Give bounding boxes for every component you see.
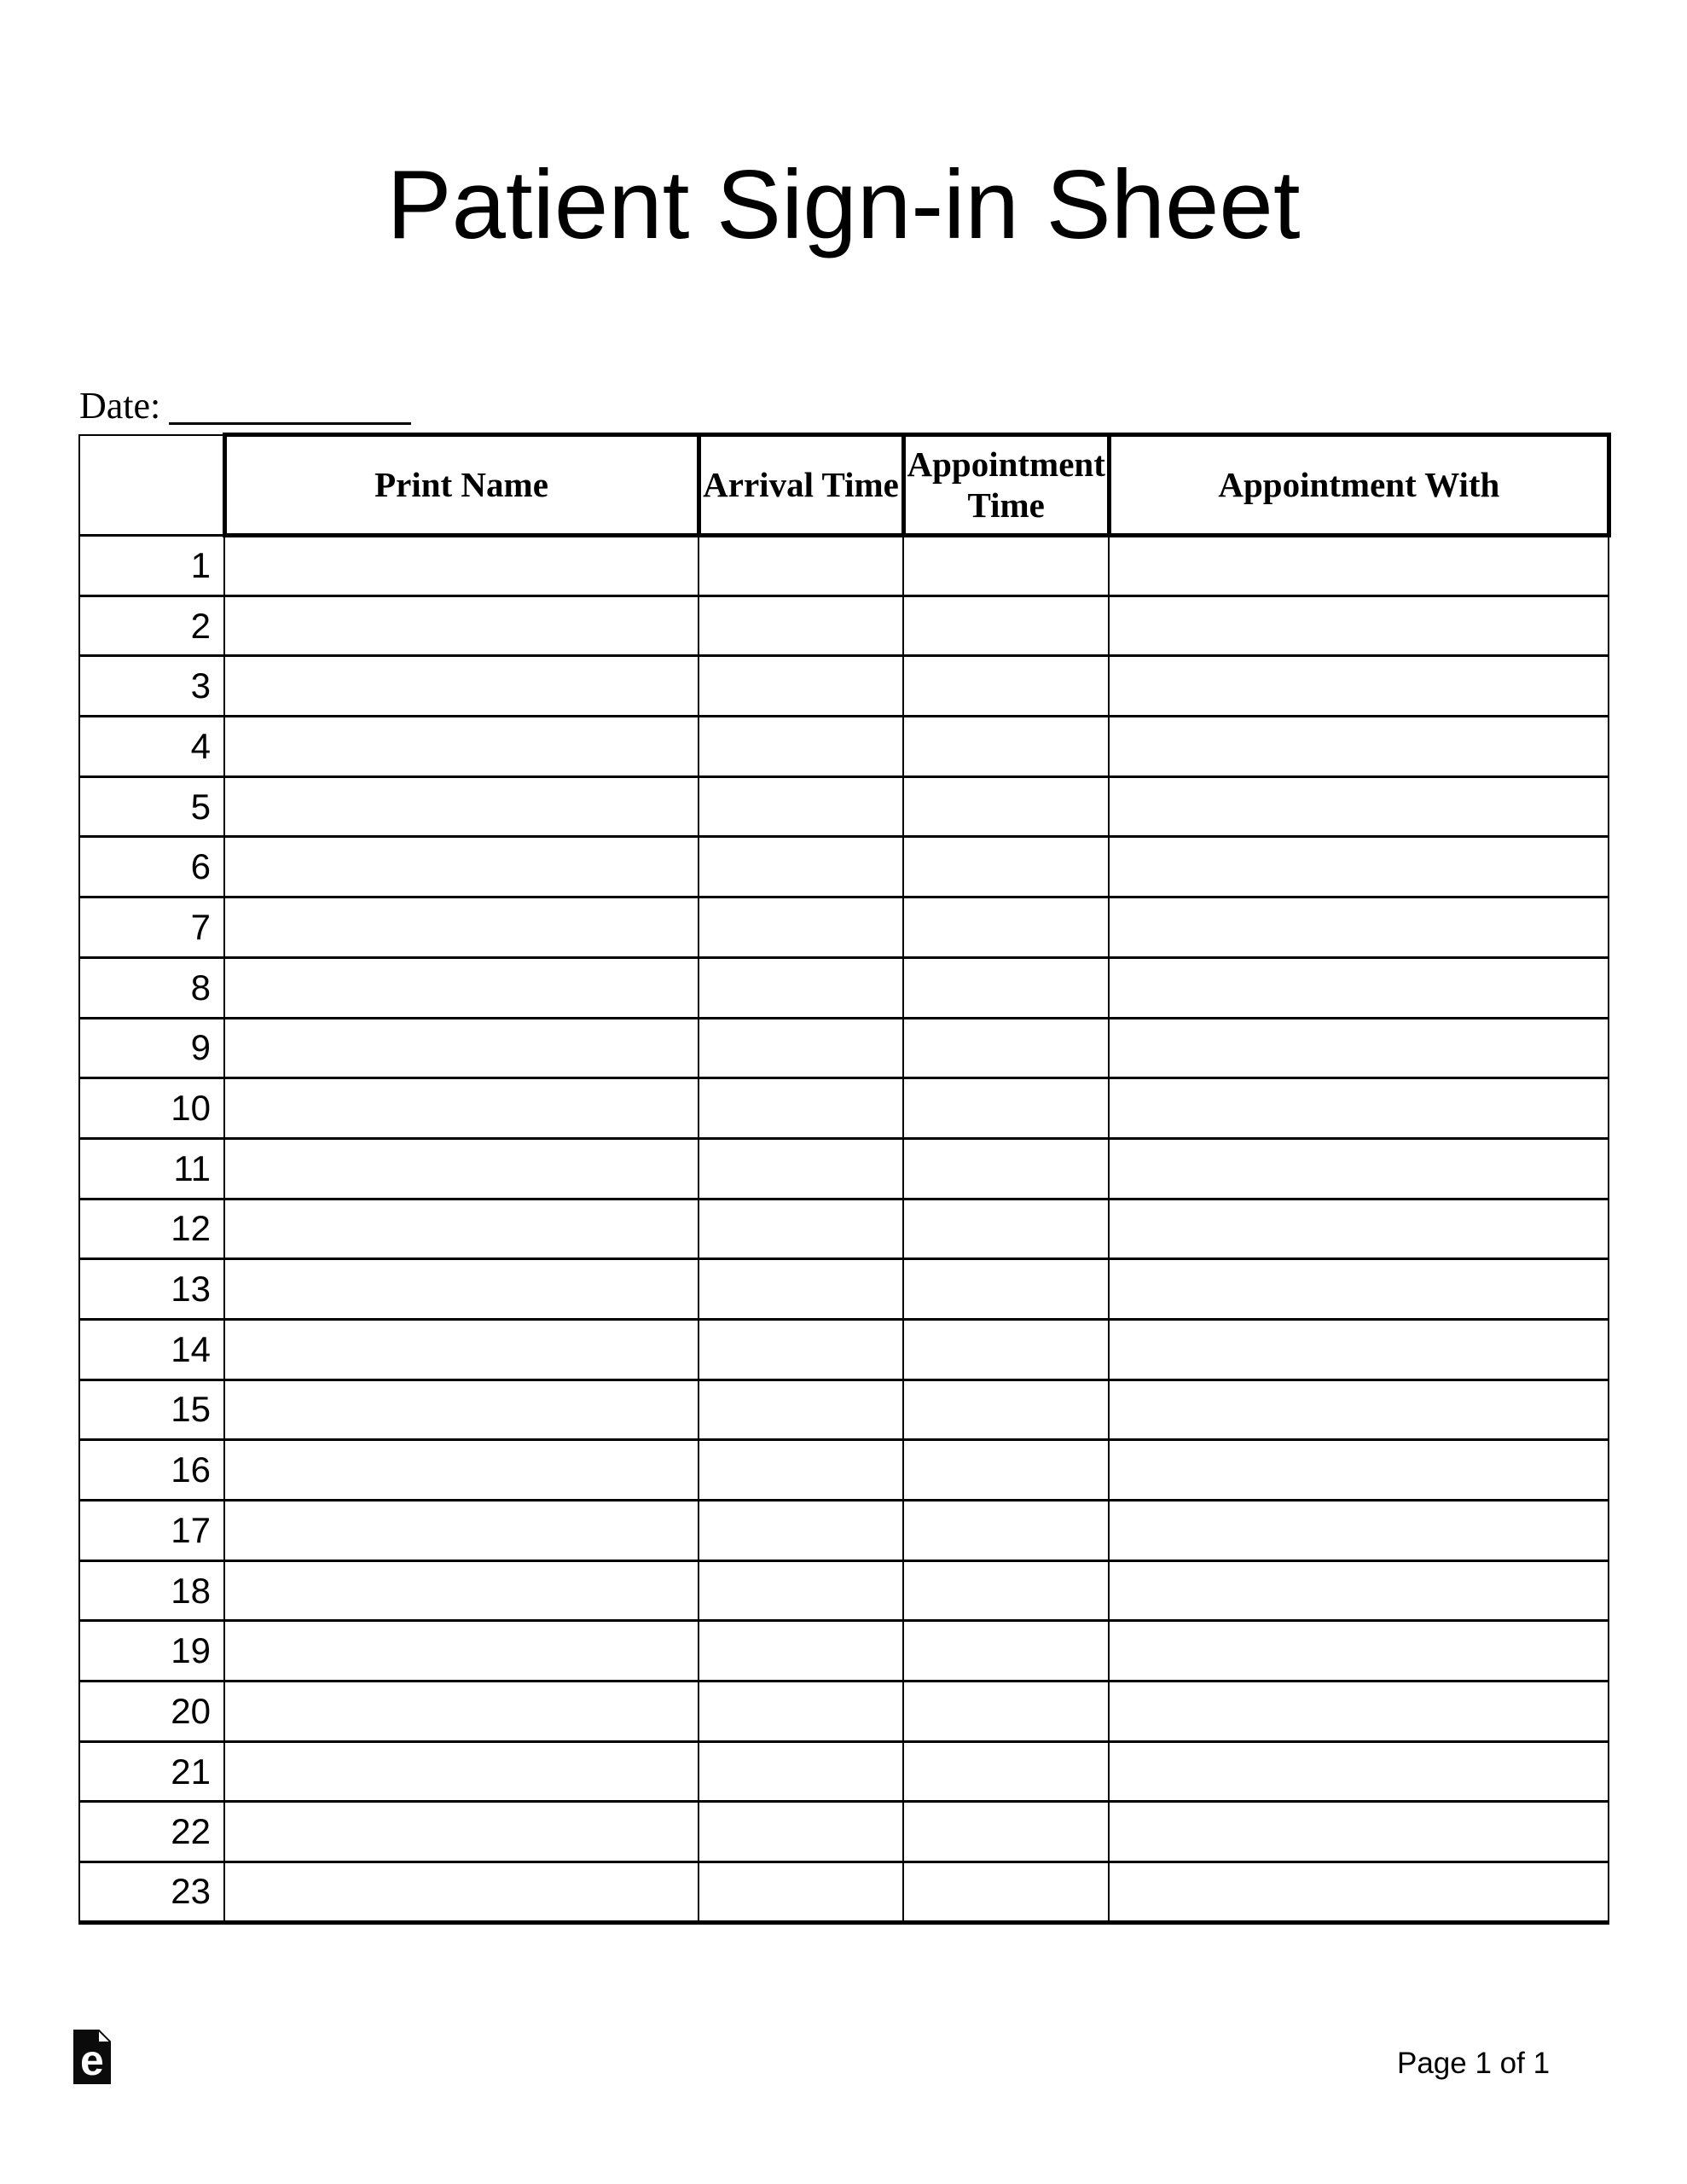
cell-print-name[interactable]	[224, 717, 699, 777]
cell-appointment-with[interactable]	[1109, 1078, 1609, 1139]
row-number: 1	[79, 536, 224, 596]
table-row	[79, 957, 1609, 1018]
cell-arrival-time[interactable]	[699, 536, 903, 596]
row-number: 9	[79, 1018, 224, 1078]
cell-arrival-time[interactable]	[699, 1862, 903, 1923]
row-number: 14	[79, 1319, 224, 1380]
row-number: 5	[79, 776, 224, 837]
cell-appointment-with[interactable]	[1109, 1319, 1609, 1380]
cell-print-name[interactable]	[224, 595, 699, 656]
cell-appointment-with[interactable]	[1109, 1501, 1609, 1561]
header-row	[79, 435, 1609, 536]
cell-appointment-time[interactable]	[903, 837, 1109, 897]
table-row	[79, 1138, 1609, 1199]
cell-arrival-time[interactable]	[699, 1440, 903, 1501]
table-row	[79, 1259, 1609, 1320]
cell-appointment-with[interactable]	[1109, 717, 1609, 777]
cell-appointment-time[interactable]	[903, 1440, 1109, 1501]
cell-arrival-time[interactable]	[699, 1621, 903, 1682]
cell-appointment-time[interactable]	[903, 1078, 1109, 1139]
cell-appointment-time[interactable]	[903, 1501, 1109, 1561]
cell-appointment-with[interactable]	[1109, 536, 1609, 596]
cell-appointment-with[interactable]	[1109, 1682, 1609, 1742]
cell-print-name[interactable]	[224, 1741, 699, 1802]
cell-appointment-with[interactable]	[1109, 897, 1609, 958]
cell-appointment-time[interactable]	[903, 1560, 1109, 1621]
cell-print-name[interactable]	[224, 1259, 699, 1320]
eforms-logo	[73, 2030, 111, 2084]
cell-print-name[interactable]	[224, 1440, 699, 1501]
date-row	[79, 386, 411, 427]
cell-print-name[interactable]	[224, 897, 699, 958]
cell-appointment-time[interactable]	[903, 717, 1109, 777]
row-number: 13	[79, 1259, 224, 1320]
row-number: 3	[79, 656, 224, 717]
cell-print-name[interactable]	[224, 1319, 699, 1380]
cell-appointment-with[interactable]	[1109, 776, 1609, 837]
cell-appointment-with[interactable]	[1109, 1621, 1609, 1682]
cell-arrival-time[interactable]	[699, 897, 903, 958]
cell-print-name[interactable]	[224, 776, 699, 837]
cell-appointment-time[interactable]	[903, 1862, 1109, 1923]
row-number: 16	[79, 1440, 224, 1501]
cell-appointment-with[interactable]	[1109, 1138, 1609, 1199]
cell-arrival-time[interactable]	[699, 1682, 903, 1742]
table-row	[79, 1741, 1609, 1802]
row-number: 6	[79, 837, 224, 897]
cell-appointment-with[interactable]	[1109, 837, 1609, 897]
row-number: 20	[79, 1682, 224, 1742]
cell-print-name[interactable]	[224, 1199, 699, 1259]
cell-arrival-time[interactable]	[699, 1199, 903, 1259]
table-row	[79, 1380, 1609, 1440]
cell-appointment-with[interactable]	[1109, 656, 1609, 717]
col-header-appointment-with: Appointment With	[1109, 435, 1609, 536]
table-row	[79, 717, 1609, 777]
table-row	[79, 1621, 1609, 1682]
table-row	[79, 776, 1609, 837]
row-number: 18	[79, 1560, 224, 1621]
table-row	[79, 536, 1609, 596]
cell-arrival-time[interactable]	[699, 1560, 903, 1621]
cell-print-name[interactable]	[224, 837, 699, 897]
row-number: 17	[79, 1501, 224, 1561]
cell-appointment-with[interactable]	[1109, 1018, 1609, 1078]
cell-appointment-time[interactable]	[903, 1682, 1109, 1742]
date-label: Date:	[79, 385, 161, 427]
cell-appointment-with[interactable]	[1109, 1862, 1609, 1923]
cell-appointment-with[interactable]	[1109, 1440, 1609, 1501]
sign-in-table	[78, 433, 1611, 1925]
cell-arrival-time[interactable]	[699, 1501, 903, 1561]
cell-appointment-with[interactable]	[1109, 1560, 1609, 1621]
table-row	[79, 1862, 1609, 1923]
cell-print-name[interactable]	[224, 1802, 699, 1862]
cell-print-name[interactable]	[224, 957, 699, 1018]
cell-appointment-time[interactable]	[903, 1199, 1109, 1259]
cell-print-name[interactable]	[224, 536, 699, 596]
table-row	[79, 1682, 1609, 1742]
cell-appointment-time[interactable]	[903, 1319, 1109, 1380]
col-header-arrival-time: Arrival Time	[699, 435, 903, 536]
cell-print-name[interactable]	[224, 1078, 699, 1139]
cell-appointment-time[interactable]	[903, 1380, 1109, 1440]
cell-print-name[interactable]	[224, 1380, 699, 1440]
cell-arrival-time[interactable]	[699, 717, 903, 777]
cell-arrival-time[interactable]	[699, 957, 903, 1018]
cell-print-name[interactable]	[224, 1560, 699, 1621]
cell-appointment-time[interactable]	[903, 1621, 1109, 1682]
table-row	[79, 837, 1609, 897]
cell-arrival-time[interactable]	[699, 1741, 903, 1802]
row-number: 12	[79, 1199, 224, 1259]
row-number: 15	[79, 1380, 224, 1440]
cell-appointment-time[interactable]	[903, 536, 1109, 596]
table-row	[79, 1018, 1609, 1078]
cell-appointment-time[interactable]	[903, 776, 1109, 837]
row-number-column-header	[79, 435, 224, 536]
row-number: 4	[79, 717, 224, 777]
row-number: 19	[79, 1621, 224, 1682]
cell-appointment-time[interactable]	[903, 1138, 1109, 1199]
cell-appointment-with[interactable]	[1109, 1380, 1609, 1440]
cell-appointment-time[interactable]	[903, 957, 1109, 1018]
cell-arrival-time[interactable]	[699, 1319, 903, 1380]
cell-appointment-with[interactable]	[1109, 1741, 1609, 1802]
table-row	[79, 1802, 1609, 1862]
cell-print-name[interactable]	[224, 656, 699, 717]
table-row	[79, 1078, 1609, 1139]
row-number: 10	[79, 1078, 224, 1139]
date-fill-in-line[interactable]	[169, 422, 411, 425]
table-row	[79, 595, 1609, 656]
cell-appointment-with[interactable]	[1109, 595, 1609, 656]
cell-appointment-time[interactable]	[903, 1018, 1109, 1078]
table-row	[79, 656, 1609, 717]
table-row	[79, 1440, 1609, 1501]
table-row	[79, 1199, 1609, 1259]
cell-arrival-time[interactable]	[699, 1018, 903, 1078]
table-row	[79, 1560, 1609, 1621]
table-row	[79, 1319, 1609, 1380]
cell-appointment-time[interactable]	[903, 656, 1109, 717]
cell-appointment-with[interactable]	[1109, 1199, 1609, 1259]
cell-arrival-time[interactable]	[699, 1259, 903, 1320]
row-number: 22	[79, 1802, 224, 1862]
cell-print-name[interactable]	[224, 1862, 699, 1923]
cell-arrival-time[interactable]	[699, 1380, 903, 1440]
cell-arrival-time[interactable]	[699, 1078, 903, 1139]
cell-arrival-time[interactable]	[699, 656, 903, 717]
sign-in-table-body	[79, 536, 1609, 1923]
table-header	[79, 435, 1609, 536]
cell-print-name[interactable]	[224, 1138, 699, 1199]
cell-appointment-time[interactable]	[903, 595, 1109, 656]
cell-arrival-time[interactable]	[699, 1802, 903, 1862]
row-number: 2	[79, 595, 224, 656]
cell-appointment-time[interactable]	[903, 897, 1109, 958]
cell-arrival-time[interactable]	[699, 837, 903, 897]
row-number: 21	[79, 1741, 224, 1802]
col-header-appointment-time: Appointment Time	[903, 435, 1109, 536]
cell-appointment-with[interactable]	[1109, 1259, 1609, 1320]
cell-appointment-time[interactable]	[903, 1741, 1109, 1802]
cell-appointment-with[interactable]	[1109, 957, 1609, 1018]
cell-appointment-time[interactable]	[903, 1802, 1109, 1862]
cell-print-name[interactable]	[224, 1682, 699, 1742]
row-number: 7	[79, 897, 224, 958]
table-row	[79, 897, 1609, 958]
cell-print-name[interactable]	[224, 1621, 699, 1682]
cell-appointment-with[interactable]	[1109, 1802, 1609, 1862]
logo-letter: e	[80, 2036, 104, 2084]
col-header-print-name: Print Name	[224, 435, 699, 536]
cell-print-name[interactable]	[224, 1018, 699, 1078]
cell-arrival-time[interactable]	[699, 595, 903, 656]
row-number: 8	[79, 957, 224, 1018]
page-title: Patient Sign-in Sheet	[386, 151, 1301, 259]
cell-arrival-time[interactable]	[699, 776, 903, 837]
cell-appointment-time[interactable]	[903, 1259, 1109, 1320]
page-number-label: Page 1 of 1	[1397, 2047, 1551, 2080]
row-number: 11	[79, 1138, 224, 1199]
table-row	[79, 1501, 1609, 1561]
row-number: 23	[79, 1862, 224, 1923]
cell-print-name[interactable]	[224, 1501, 699, 1561]
cell-arrival-time[interactable]	[699, 1138, 903, 1199]
